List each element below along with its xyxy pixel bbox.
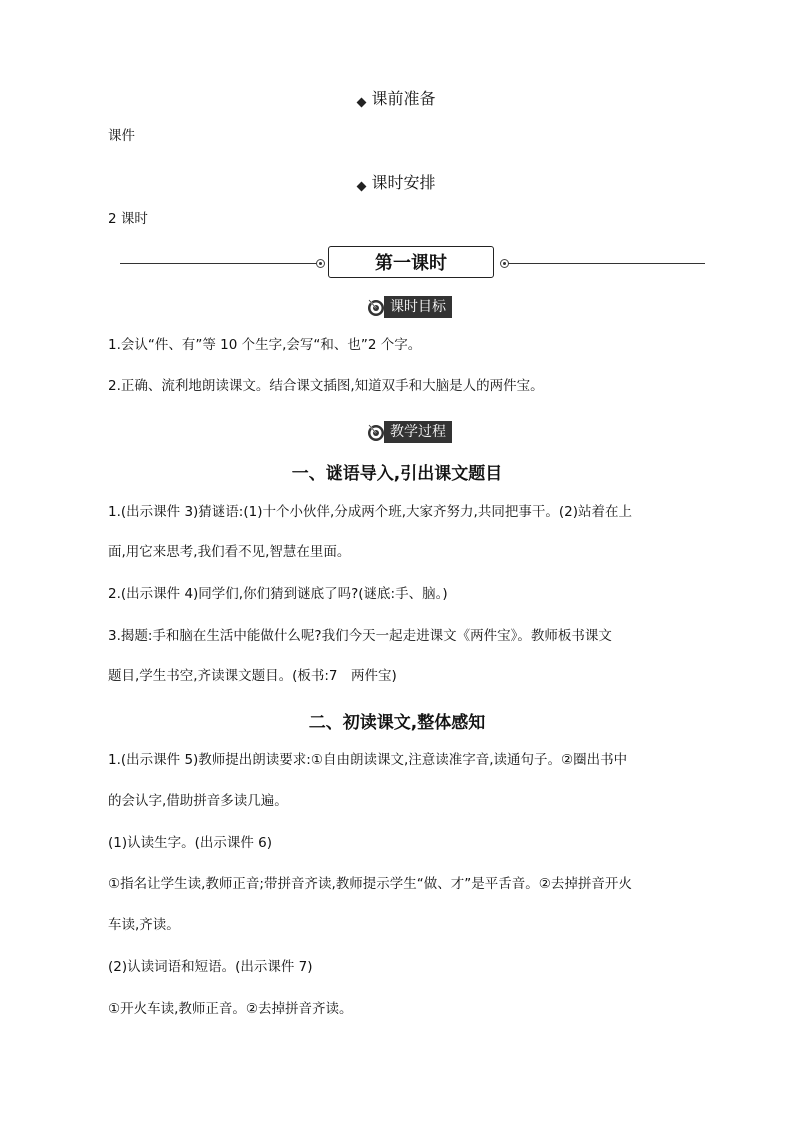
goals-badge-label: 课时目标: [384, 296, 452, 318]
schedule-heading: 课时安排: [0, 170, 794, 193]
process-badge: [366, 421, 452, 443]
prep-heading: 课前准备: [0, 86, 794, 109]
target-icon: [366, 422, 386, 442]
divider-left: [120, 263, 320, 264]
paragraph-line: (2)认读词语和短语。(出示课件 7): [108, 959, 313, 975]
paragraph-line: 题目,学生书空,齐读课文题目。(板书:7 两件宝): [108, 668, 397, 684]
target-icon: [366, 297, 386, 317]
paragraph-line: ①指名让学生读,教师正音;带拼音齐读,教师提示学生“做、才”是平舌音。②去掉拼音开火: [108, 876, 632, 892]
goal-item: 2.正确、流利地朗读课文。结合课文插图,知道双手和大脑是人的两件宝。: [108, 378, 544, 394]
paragraph-line: 的会认字,借助拼音多读几遍。: [108, 793, 288, 809]
section-title: 一、谜语导入,引出课文题目: [291, 464, 503, 484]
lesson-title: 第一课时: [328, 246, 494, 278]
goals-badge: [366, 296, 452, 318]
divider-right: [508, 263, 705, 264]
prep-content: 课件: [108, 128, 135, 144]
schedule-content: 2 课时: [108, 211, 148, 227]
paragraph-line: (1)认读生字。(出示课件 6): [108, 835, 273, 851]
paragraph-line: 面,用它来思考,我们看不见,智慧在里面。: [108, 544, 351, 560]
lesson-title-bar: [120, 250, 705, 278]
paragraph-line: 车读,齐读。: [108, 917, 180, 933]
paragraph-line: ①开火车读,教师正音。②去掉拼音齐读。: [108, 1001, 353, 1017]
process-badge-label: 教学过程: [384, 421, 452, 443]
paragraph-line: 1.(出示课件 3)猜谜语:(1)十个小伙伴,分成两个班,大家齐努力,共同把事干。(2)站着在上: [108, 504, 632, 520]
section-title: 二、初读课文,整体感知: [308, 713, 486, 733]
dot-icon: [316, 259, 325, 268]
paragraph-line: 1.(出示课件 5)教师提出朗读要求:①自由朗读课文,注意读准字音,读通句子。②圈出书中: [108, 752, 628, 768]
diamond-bullet-icon: [357, 98, 367, 108]
paragraph-line: 3.揭题:手和脑在生活中能做什么呢?我们今天一起走进课文《两件宝》。教师板书课文: [108, 628, 612, 644]
paragraph-line: 2.(出示课件 4)同学们,你们猜到谜底了吗?(谜底:手、脑。): [108, 586, 448, 602]
goal-item: 1.会认“件、有”等 10 个生字,会写“和、也”2 个字。: [108, 337, 422, 353]
diamond-bullet-icon: [357, 182, 367, 192]
